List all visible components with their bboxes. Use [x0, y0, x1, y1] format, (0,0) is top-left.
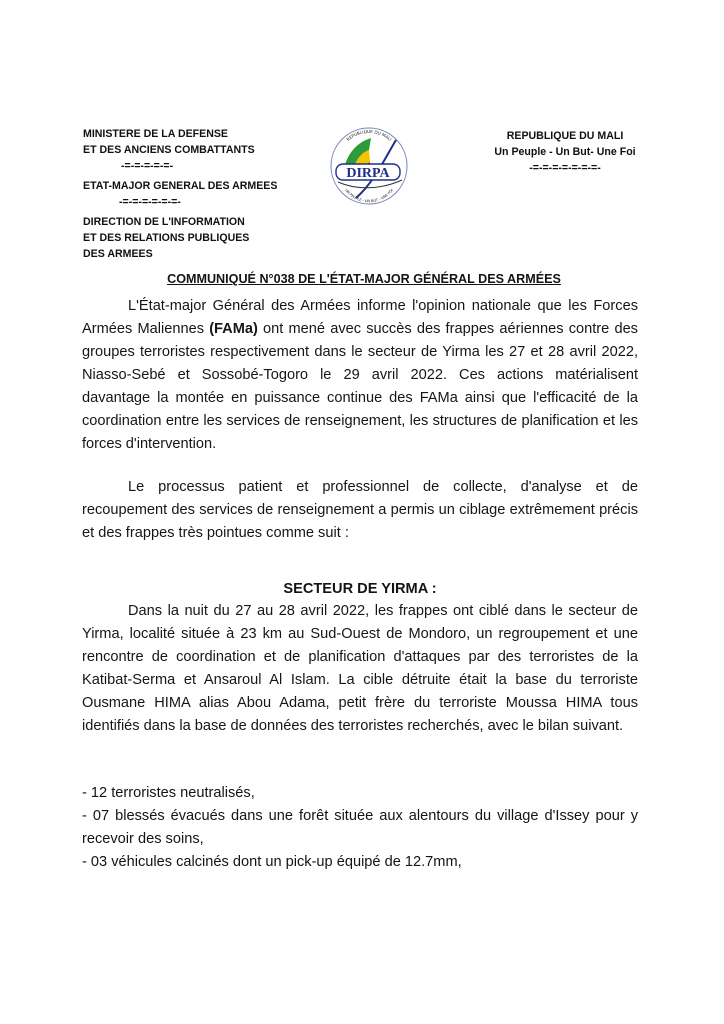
svg-text:UN PEUPLE - UN BUT - UNE FOI	[344, 188, 394, 203]
paragraph-1-text-a: L'État-major Général des Armées informe l'opinion nationale que les Forces Armées Maliennes	[82, 298, 638, 337]
paragraph-1-text-b: ont mené avec succès des frappes aériennes contre des groupes terroristes respectivement dans le secteur de Yirma les 27 et 28 avril 2022, Niasso-Sebé et Sossobé-Togoro le 29 avril 2022. Ces actions matérialisent davantage la montée en puissance continue des FAMa ainsi que l'efficacité de la coordination entre les services de renseignement, les structures de planification et les forces d'intervention.	[82, 321, 638, 452]
list-item: - 12 terroristes neutralisés,	[82, 785, 255, 801]
paragraph-1	[82, 295, 638, 456]
separator-2: -=-=-=-=-=-=-	[119, 196, 181, 208]
separator-right: -=-=-=-=-=-=-=-	[529, 162, 601, 174]
republic-line: REPUBLIQUE DU MALI	[506, 130, 624, 142]
header-left-block	[83, 126, 323, 262]
direction-line-2: ET DES RELATIONS PUBLIQUES	[83, 232, 250, 244]
logo-text: DIRPA	[346, 166, 390, 181]
separator-1: -=-=-=-=-=-	[121, 160, 174, 172]
direction-line-1: DIRECTION DE L'INFORMATION	[83, 216, 245, 228]
paragraph-2: Le processus patient et professionnel de collecte, d'analyse et de recoupement des services de renseignement a permis un ciblage extrêmement précis et des frappes très pointues comme suit :	[82, 479, 638, 541]
list-item: - 03 véhicules calcinés dont un pick-up équipé de 12.7mm,	[82, 854, 462, 870]
section-title-yirma: SECTEUR DE YIRMA :	[283, 581, 437, 597]
logo-top-text: REPUBLIQUE DU MALI	[345, 128, 393, 142]
staff-line: ETAT-MAJOR GENERAL DES ARMEES	[83, 180, 278, 192]
bilan-list	[82, 782, 638, 874]
list-item: - 07 blessés évacués dans une forêt située aux alentours du village d'Issey pour y recevoir des soins,	[82, 808, 638, 847]
fama-bold: (FAMa)	[209, 321, 258, 337]
header-right-block	[470, 128, 660, 176]
logo-bottom-text: UN PEUPLE - UN BUT - UNE FOI	[344, 188, 394, 204]
communique-title: COMMUNIQUÉ N°038 DE L'ÉTAT-MAJOR GÉNÉRAL DES ARMÉES	[167, 272, 561, 286]
paragraph-3: Dans la nuit du 27 au 28 avril 2022, les frappes ont ciblé dans le secteur de Yirma, localité située à 23 km au Sud-Ouest de Mondoro, un regroupement et une rencontre de coordination et de planification d'attaques par des terroristes de la Katibat-Serma et Ansaroul Al Islam. La cible détruite était la base du terroriste Ousmane HIMA alias Abou Adama, petit frère du terroriste Moussa HIMA tous identifiés dans la base de données des terroristes recherchés, avec le bilan suivant.	[82, 603, 638, 734]
ministry-line-1: MINISTERE DE LA DEFENSE	[83, 128, 228, 140]
motto-line: Un Peuple - Un But- Une Foi	[494, 146, 636, 158]
dirpa-logo-icon	[326, 120, 412, 210]
ministry-line-2: ET DES ANCIENS COMBATTANTS	[83, 144, 255, 156]
direction-line-3: DES ARMEES	[83, 248, 153, 260]
